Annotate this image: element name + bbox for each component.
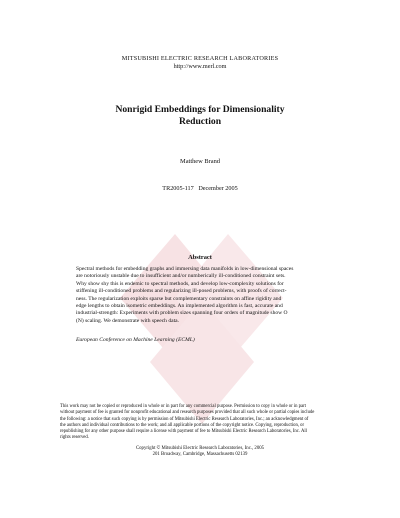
paper-title — [0, 104, 400, 128]
conference-name: European Conference on Machine Learning (ECML) — [76, 337, 195, 343]
notice-line: the authors and individual contributions to the work; and all applicable portions of the copyright notice. Copying, reproduction, or — [60, 422, 305, 428]
abstract-line: (N) scaling. We demonstrate with speech data. — [76, 317, 179, 324]
notice-line: republishing for any other purpose shall require a license with payment of fee to Mitsubishi Electric Research Laboratories, Inc. All — [60, 429, 307, 435]
abstract-line: Spectral methods for embedding graphs and immersing data manifolds in low-dimensional spaces — [76, 266, 294, 272]
address-line: 201 Broadway, Cambridge, Massachusetts 02139 — [152, 452, 248, 458]
abstract-body — [76, 266, 326, 325]
report-info — [0, 185, 400, 192]
abstract-line: stiffening ill-conditioned problems and regularizing ill-posed problems, with proofs of correct- — [76, 288, 287, 295]
abstract-line: ness. The regularization exploits sparse but complementary constraints on affine rigidity and — [76, 295, 282, 302]
copyright-block — [0, 446, 400, 459]
copy-notice — [60, 404, 344, 442]
notice-line: This work may not be copied or reproduced in whole or in part for any commercial purpose. Permission to copy in whole or in part — [60, 404, 306, 409]
lab-url[interactable]: http://www.merl.com — [173, 63, 227, 70]
abstract-line: industrial-strength: Experiments with problem sizes spanning four orders of magnitude show O — [76, 310, 288, 317]
abstract-line: Why show shy this is endemic to spectral methods, and develop low-complexity solutions for — [76, 280, 284, 287]
copyright-line: Copyright © Mitsubishi Electric Research Laboratories, Inc., 2005 — [135, 446, 265, 451]
abstract-heading: Abstract — [188, 254, 212, 261]
abstract-line: edge lengths to obtain isometric embeddings. An implemented algorithm is fast, accurate and — [76, 303, 283, 310]
notice-line: without payment of fee is granted for nonprofit educational and research purposes provided that all such whole or partial copies include — [60, 410, 315, 416]
abstract-line: are notoriously unstable due to insufficient and/or numberically ill-conditioned constraint sets. — [76, 273, 286, 280]
notice-line: the following: a notice that such copying is by permission of Mitsubishi Electric Research Laboratories, Inc.; an acknowledgment of — [60, 416, 309, 422]
author-name: Matthew Brand — [180, 158, 220, 165]
lab-name: MITSUBISHI ELECTRIC RESEARCH LABORATORIES — [121, 55, 279, 62]
title-line-2: Reduction — [178, 116, 222, 127]
title-line-1: Nonrigid Embeddings for Dimensionality — [115, 104, 285, 115]
report-number: TR2005-117 — [162, 185, 194, 192]
notice-line: rights reserved. — [60, 435, 89, 441]
report-date: December 2005 — [198, 185, 238, 192]
